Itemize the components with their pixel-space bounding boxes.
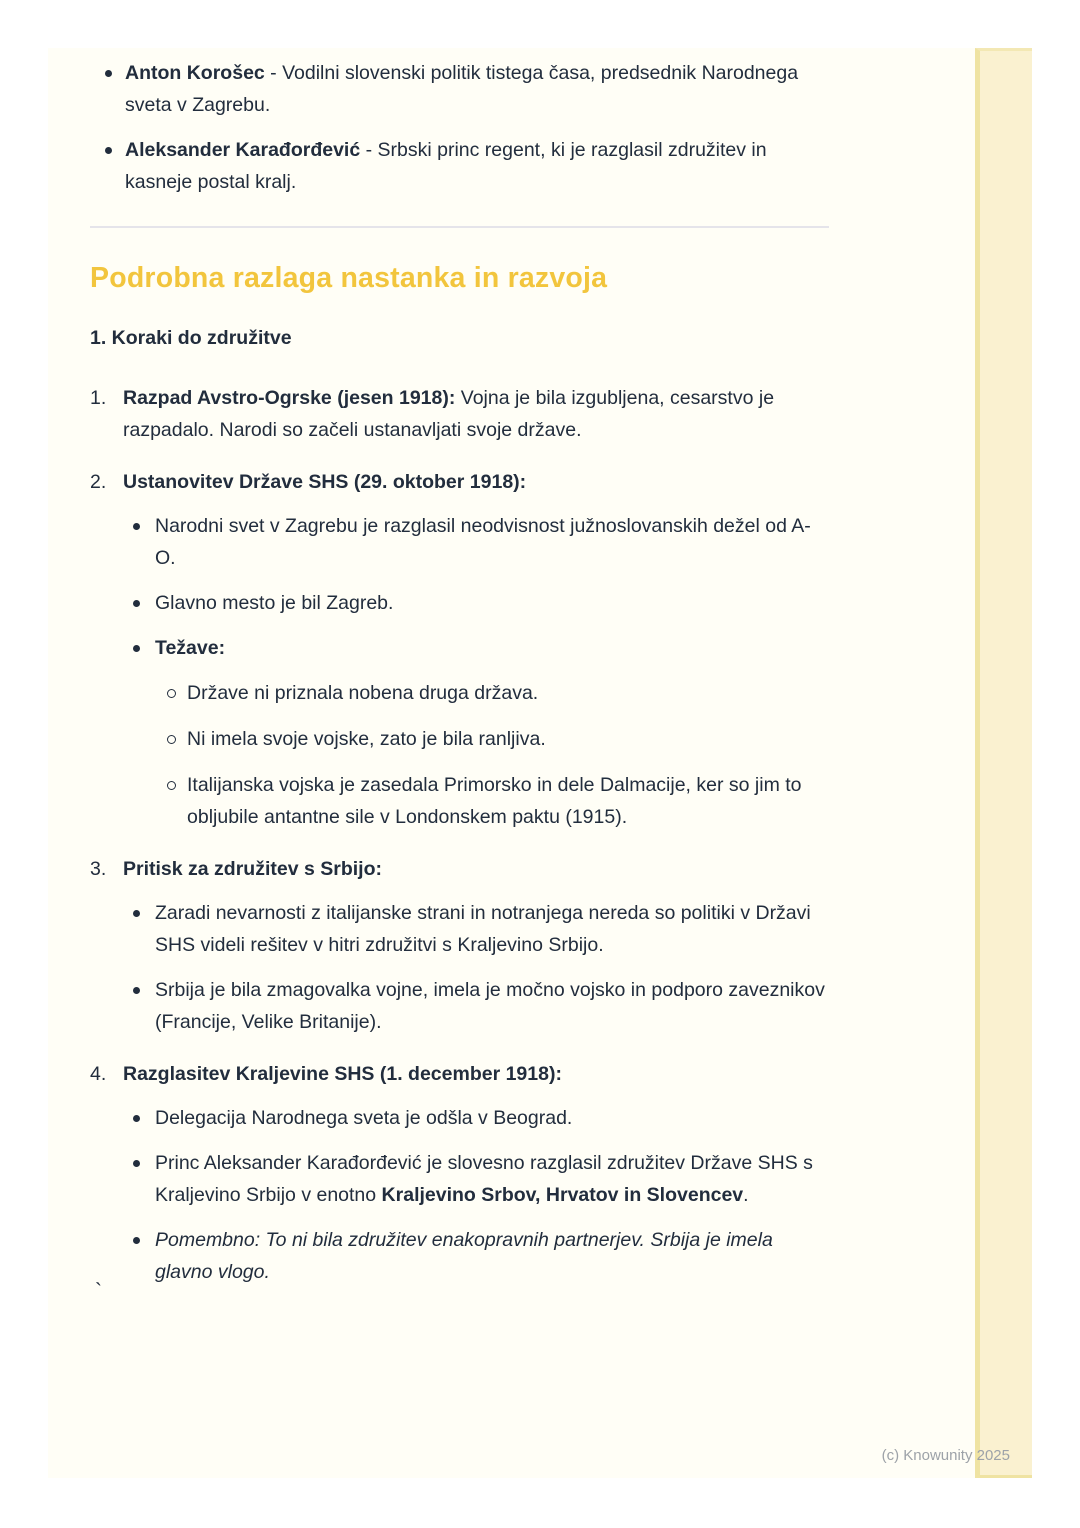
bold-text-run: Pritisk za združitev s Srbijo:	[123, 858, 382, 880]
copyright-watermark: (c) Knowunity 2025	[881, 1447, 1010, 1464]
step-item	[90, 382, 829, 446]
list-item-text	[125, 62, 798, 116]
bullet-list-level-1	[123, 510, 829, 833]
text-run: Ni imela svoje vojske, zato je bila ranljiva.	[187, 728, 546, 750]
step-text	[123, 853, 829, 1038]
bold-text-run: Razglasitev Kraljevine SHS (1. december 1918):	[123, 1063, 562, 1085]
bullet-list-level-0	[90, 57, 829, 198]
text-run: Zaradi nevarnosti z italijanske strani in notranjega nereda so politiki v Državi SHS videli rešitev v hitri združitvi s Kraljevino Srbijo.	[155, 902, 811, 956]
list-item-text	[125, 139, 767, 193]
step-title-text	[123, 1063, 562, 1085]
list-item-text	[155, 1107, 572, 1129]
page-content	[90, 48, 829, 1308]
list-item	[123, 1224, 829, 1288]
text-run: Glavno mesto je bil Zagreb.	[155, 592, 394, 614]
step-text	[123, 382, 829, 446]
list-item-text	[187, 682, 538, 704]
step-title-text	[123, 387, 774, 441]
bold-text-run: Kraljevino Srbov, Hrvatov in Slovencev	[381, 1184, 744, 1206]
text-run: - Srbski princ regent, ki je razglasil združitev in kasneje postal kralj.	[125, 139, 767, 193]
step-number: 4.	[90, 1063, 107, 1085]
intro-bullet-list	[90, 57, 829, 198]
list-item-text	[155, 979, 825, 1033]
list-item	[123, 632, 829, 833]
bold-text-run: Aleksander Karađorđević	[125, 139, 361, 161]
bold-text-run: Anton Korošec	[125, 62, 265, 84]
document-page	[48, 48, 1032, 1478]
list-item-text	[155, 515, 811, 569]
text-run: Vojna je bila izgubljena, cesarstvo je razpadalo. Narodi so začeli ustanavljati svoje države.	[123, 387, 775, 441]
stray-backtick-character: `	[95, 1280, 102, 1303]
list-item	[123, 974, 829, 1038]
bold-text-run: Razpad Avstro-Ogrske (jesen 1918):	[123, 387, 456, 409]
text-run: .	[743, 1184, 749, 1206]
step-number: 2.	[90, 471, 107, 493]
section-heading: Podrobna razlaga nastanka in razvoja	[90, 262, 608, 294]
text-run: Države ni priznala nobena druga država.	[187, 682, 539, 704]
list-item-text	[155, 1229, 773, 1283]
list-item-text	[155, 902, 811, 956]
list-item	[155, 677, 829, 709]
list-item-text	[187, 774, 802, 828]
italic-text-run: Pomembno: To ni bila združitev enakopravnih partnerjev. Srbija je imela glavno vlogo.	[155, 1229, 773, 1283]
list-item	[123, 510, 829, 574]
step-text	[123, 466, 829, 833]
steps-numbered-list	[90, 382, 829, 1288]
step-item	[90, 853, 829, 1038]
text-run: Princ Aleksander Karađorđević je slovesno razglasil združitev Države SHS s Kraljevino Srbijo v enotno	[155, 1152, 813, 1206]
subsection-heading: 1. Koraki do združitve	[90, 327, 292, 349]
text-run: Delegacija Narodnega sveta je odšla v Beograd.	[155, 1107, 573, 1129]
bold-text-run: Težave:	[155, 637, 226, 659]
bullet-list-level-1	[123, 1102, 829, 1288]
text-run: - Vodilni slovenski politik tistega časa, predsednik Narodnega sveta v Zagrebu.	[125, 62, 799, 116]
step-title-text	[123, 858, 382, 880]
bullet-list-level-2	[155, 677, 829, 833]
list-item-text	[155, 592, 393, 614]
step-item	[90, 1058, 829, 1288]
list-item-text	[187, 728, 546, 750]
list-item	[123, 897, 829, 961]
step-item	[90, 466, 829, 833]
text-run: Srbija je bila zmagovalka vojne, imela je močno vojsko in podporo zaveznikov (Francije, Velike Britanije).	[155, 979, 825, 1033]
list-item	[90, 57, 829, 121]
bold-text-run: Ustanovitev Države SHS (29. oktober 1918):	[123, 471, 527, 493]
page-edge-highlight-stripe	[975, 48, 1032, 1478]
step-text	[123, 1058, 829, 1288]
text-run: Italijanska vojska je zasedala Primorsko in dele Dalmacije, ker so jim to obljubile antantne sile v Londonskem paktu (1915).	[187, 774, 802, 828]
list-item	[123, 1102, 829, 1134]
step-number: 3.	[90, 858, 107, 880]
step-title-text	[123, 471, 526, 493]
list-item	[123, 587, 829, 619]
section-divider	[90, 226, 829, 228]
bullet-list-level-1	[123, 897, 829, 1038]
list-item-text	[155, 637, 225, 659]
text-run: Narodni svet v Zagrebu je razglasil neodvisnost južnoslovanskih dežel od A-O.	[155, 515, 811, 569]
list-item	[155, 769, 829, 833]
list-item	[123, 1147, 829, 1211]
step-number: 1.	[90, 387, 107, 409]
list-item	[90, 134, 829, 198]
list-item	[155, 723, 829, 755]
list-item-text	[155, 1152, 813, 1206]
